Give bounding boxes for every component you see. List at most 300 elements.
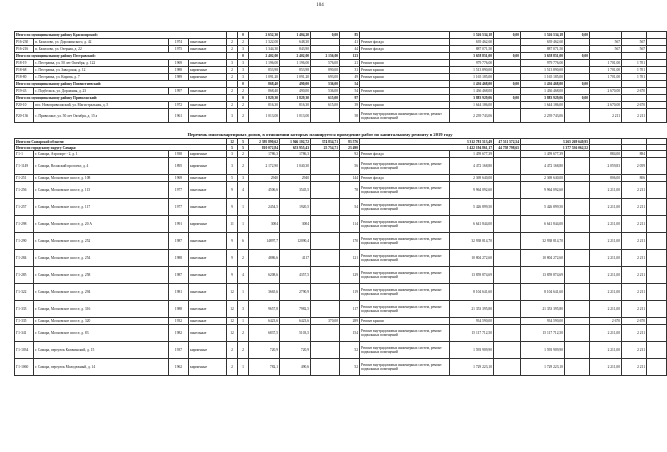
table-cell: 4 472 168,80 — [521, 158, 565, 175]
table-cell: 4357,5 — [280, 267, 311, 284]
table-cell: 31 — [340, 67, 360, 74]
table-cell: 6208,6 — [249, 267, 280, 284]
table-cell: Р18-68 — [15, 67, 34, 74]
table-cell — [565, 102, 590, 109]
table-cell: 9 — [227, 182, 238, 199]
table-cell: 868,40 — [249, 88, 280, 95]
table-cell: панельные — [189, 102, 227, 109]
table-cell: г. Самара, переулок Молодежный, д. 14 — [34, 359, 169, 376]
table-cell: 2 059,83 — [590, 158, 622, 175]
table-cell: Ремонт внутридомовых инженерных систем, ремонт подвальных помещений — [360, 199, 450, 216]
table-cell: г. Самара, Московское шоссе, д. 115 — [34, 182, 169, 199]
table-cell — [565, 88, 590, 95]
table-cell: 2 — [227, 39, 238, 46]
table-cell — [494, 359, 521, 376]
table-cell: 4886,6 — [249, 250, 280, 267]
table-cell: 2 211,00 — [590, 199, 622, 216]
table-cell: г. Самара, Московское шоссе, д. 320 — [34, 318, 169, 325]
table-cell: 1 701,00 — [590, 60, 622, 67]
table-cell: 979 776,00 — [450, 60, 494, 67]
table-row — [15, 74, 667, 81]
table-cell — [565, 151, 590, 158]
table-cell: кирпичные — [189, 74, 227, 81]
table-cell: 129 — [340, 267, 360, 284]
table-cell: 1 644 186,00 — [450, 102, 494, 109]
table-row — [15, 182, 667, 199]
subtotal-row — [15, 32, 667, 39]
table-row — [15, 325, 667, 342]
table-cell: 653 955,43 — [280, 145, 311, 151]
table-cell: 49 — [340, 74, 360, 81]
table-cell: 1937 — [169, 342, 189, 359]
table-cell: 806,00 — [590, 175, 622, 182]
table-cell — [311, 325, 340, 342]
table-cell: 1974 — [169, 39, 189, 46]
table-cell — [565, 46, 590, 53]
table-cell: 3 — [238, 46, 249, 53]
table-cell — [647, 109, 667, 123]
table-cell: 1 729 223,10 — [521, 359, 565, 376]
table-cell — [647, 151, 667, 158]
table-cell: 1989 — [169, 74, 189, 81]
table-cell: пос. Новоприволжский, ул. Магистральная, д. 5 — [34, 102, 169, 109]
table-cell: 23 490 — [340, 145, 360, 151]
table-cell: 3004 — [280, 216, 311, 233]
table-cell: Ремонт крыши — [360, 88, 450, 95]
table-cell — [590, 95, 622, 102]
table-cell — [494, 325, 521, 342]
table-cell: 884 — [622, 151, 647, 158]
table-cell — [311, 109, 340, 123]
table-cell: панельные — [189, 175, 227, 182]
subtotal-row — [15, 53, 667, 60]
table-cell: 2 211,00 — [590, 250, 622, 267]
table-cell: 720,9 — [249, 342, 280, 359]
table-cell: Г1-1034 — [15, 342, 34, 359]
table-cell: 1 459 677,39 — [450, 151, 494, 158]
table-cell: 5 — [238, 145, 249, 151]
table-cell: 3665,6 — [249, 284, 280, 301]
table-row — [15, 109, 667, 123]
table-cell: 2 — [227, 102, 238, 109]
table-row — [15, 233, 667, 250]
table-cell: 490,00 — [280, 81, 311, 88]
table-cell: 21 353 395,80 — [521, 301, 565, 318]
table-cell: 2 — [238, 102, 249, 109]
table-cell: панельные — [189, 233, 227, 250]
table-cell: п. Бахилово, ул. Озерная, д. 22 — [34, 46, 169, 53]
table-cell — [565, 216, 590, 233]
table-cell: 2 211,00 — [590, 182, 622, 199]
table-cell: 0,00 — [565, 81, 590, 88]
table-cell — [494, 39, 521, 46]
table-cell: 4117 — [280, 250, 311, 267]
table-cell — [647, 158, 667, 175]
table-cell — [565, 284, 590, 301]
table-cell: 3 — [227, 158, 238, 175]
table-row — [15, 151, 667, 158]
table-cell: 6 641 844,00 — [521, 216, 565, 233]
table-cell — [494, 151, 521, 158]
table-cell — [647, 318, 667, 325]
table-cell: 4 — [238, 182, 249, 199]
table-cell: 868,40 — [249, 81, 280, 88]
table-cell: 370,00 — [311, 318, 340, 325]
table-cell — [647, 216, 667, 233]
table-cell — [360, 32, 450, 39]
table-cell: г. Самара, Московское шоссе, д. 316 — [34, 301, 169, 318]
table-cell — [494, 250, 521, 267]
table-cell: 9 964 092,60 — [450, 182, 494, 199]
table-cell: 4 — [238, 267, 249, 284]
table-row — [15, 175, 667, 182]
table-cell — [494, 109, 521, 123]
table-cell: 1 165 185,00 — [521, 74, 565, 81]
table-cell: Ремонт внутридомовых инженерных систем, ремонт подвальных помещений — [360, 233, 450, 250]
table-cell — [590, 81, 622, 88]
table-cell: 1962 — [169, 359, 189, 376]
table-cell: 12 — [227, 301, 238, 318]
table-cell: 5 426 899,50 — [521, 199, 565, 216]
table-cell: 8 104 641,60 — [450, 284, 494, 301]
table-cell: 0,00 — [494, 53, 521, 60]
table-cell: 2 059 — [622, 158, 647, 175]
table-cell: 2 — [227, 359, 238, 376]
table-cell: 1 946 102,72 — [280, 139, 311, 145]
table-cell: 15 117 712,50 — [521, 325, 565, 342]
table-cell: 3 — [238, 74, 249, 81]
table-cell: 2 211 — [622, 250, 647, 267]
table-cell: 979 776,00 — [521, 60, 565, 67]
table-cell: 1 513 890,00 — [450, 67, 494, 74]
table-cell: Р18-19 — [15, 60, 34, 67]
table-row — [15, 342, 667, 359]
table-cell: 83 576 — [340, 139, 360, 145]
table-cell — [647, 88, 667, 95]
table-cell: 2 211 — [622, 359, 647, 376]
table-cell: 853,98 — [249, 67, 280, 74]
table-cell: 1 — [238, 359, 249, 376]
table-cell: 54 — [340, 81, 360, 88]
table-cell: 2 211 — [622, 342, 647, 359]
table-cell: Ремонт внутридомовых инженерных систем, ремонт подвальных помещений — [360, 158, 450, 175]
table-cell: 1 436 468,00 — [521, 88, 565, 95]
table-cell: 2 670,00 — [590, 102, 622, 109]
table-cell: 12 — [227, 139, 238, 145]
table-cell: 6 — [238, 233, 249, 250]
table-cell — [360, 53, 450, 60]
table-cell: 1 436 468,00 — [450, 88, 494, 95]
table-cell: 10 804 272,60 — [450, 250, 494, 267]
table-cell: панельные — [189, 301, 227, 318]
table-cell: 1920,5 — [280, 199, 311, 216]
table-cell: 1 — [238, 284, 249, 301]
table-cell: г. Самара, Московское шоссе, д. 294 — [34, 284, 169, 301]
table-cell: 639 462,60 — [450, 39, 494, 46]
table-cell — [647, 359, 667, 376]
table-cell: 1 091,20 — [280, 74, 311, 81]
table-cell: 1 459 677,39 — [521, 151, 565, 158]
table-cell: 853,98 — [280, 67, 311, 74]
table-cell: 374 834,71 — [311, 139, 340, 145]
table-cell: панельные — [189, 182, 227, 199]
table-cell: 9 — [227, 267, 238, 284]
table-cell: 3 883 929,06 — [521, 95, 565, 102]
table-row — [15, 39, 667, 46]
table-cell — [227, 81, 238, 88]
table-cell: панельные — [189, 46, 227, 53]
table-cell: 10 804 272,60 — [521, 250, 565, 267]
table-cell: 934 590,00 — [450, 318, 494, 325]
table-cell: кирпичные — [189, 359, 227, 376]
table-cell: 1 040,30 — [280, 158, 311, 175]
table-cell: 3 658 851,00 — [521, 53, 565, 60]
table-cell: 12090,4 — [280, 233, 311, 250]
table-cell: 816,30 — [280, 102, 311, 109]
table-cell — [311, 216, 340, 233]
table-cell: 2454,5 — [249, 199, 280, 216]
table-cell: 2 369 640,00 — [450, 175, 494, 182]
table-cell: 1 644 186,00 — [521, 102, 565, 109]
table-cell: 3 658 851,00 — [450, 53, 494, 60]
table-cell: 0,00 — [494, 95, 521, 102]
table-cell — [647, 95, 667, 102]
table-cell: 21 — [340, 60, 360, 67]
table-cell: кирпичные — [189, 158, 227, 175]
table-cell: с. Пестравка, ул. Кирова, д. 7 — [34, 74, 169, 81]
table-cell: 2 395 890,62 — [249, 139, 280, 145]
table-cell: Ремонт внутридомовых инженерных систем, ремонт подвальных помещений — [360, 325, 450, 342]
table-cell — [494, 158, 521, 175]
table-cell — [494, 74, 521, 81]
table-cell: 0 — [238, 95, 249, 102]
table-cell: 5 426 899,50 — [450, 199, 494, 216]
table-cell: 1977 — [169, 182, 189, 199]
table-cell: 1 322,00 — [249, 39, 280, 46]
table-cell — [647, 233, 667, 250]
table-cell: 0 — [238, 53, 249, 60]
table-cell — [311, 199, 340, 216]
table-cell: 2 172,90 — [249, 158, 280, 175]
table-cell: 3 — [227, 60, 238, 67]
table-cell — [311, 267, 340, 284]
table-cell: 1 196,00 — [280, 60, 311, 67]
table-cell: Ремонт крыши — [360, 74, 450, 81]
table-cell: с. Приволжье, ул. 50 лет Октября, д. 15 а — [34, 109, 169, 123]
table-cell: 2790,9 — [280, 284, 311, 301]
table-cell: 934 590,00 — [521, 318, 565, 325]
table-cell — [565, 39, 590, 46]
table-cell: 0,00 — [494, 81, 521, 88]
table-cell: 3 — [238, 301, 249, 318]
table-cell: 9 — [227, 199, 238, 216]
table-cell: 9 964 092,60 — [521, 182, 565, 199]
table-cell: Ремонт внутридомовых инженерных систем, ремонт подвальных помещений — [360, 250, 450, 267]
table-cell: 3 — [238, 60, 249, 67]
table-cell: кирпичные — [189, 216, 227, 233]
table-cell: 1 377 536 062,52 — [521, 145, 590, 151]
subtotal-row — [15, 95, 667, 102]
table-cell: 41 — [340, 39, 360, 46]
table-cell: 2 — [238, 88, 249, 95]
table-cell — [565, 60, 590, 67]
table-cell: Ремонт внутридомовых инженерных систем, ремонт подвальных помещений — [360, 284, 450, 301]
table-cell: 782,1 — [249, 359, 280, 376]
table-cell: 2 211 — [622, 267, 647, 284]
table-cell: с. Подбельск, ул. Дорожная, д. 23 — [34, 88, 169, 95]
table-cell — [494, 233, 521, 250]
table-cell: 92 — [340, 151, 360, 158]
table-cell: 85 — [340, 32, 360, 39]
table-cell: кирпичные — [189, 67, 227, 74]
table-cell: панельные — [189, 250, 227, 267]
subtotal-label: Итого по муниципальному району Приволжский: — [15, 95, 227, 102]
table-cell: 1 165 185,00 — [450, 74, 494, 81]
table-cell: панельные — [189, 267, 227, 284]
table-cell: 2940 — [280, 175, 311, 182]
table-cell: 44 758 798,65 — [494, 145, 521, 151]
table-cell: 52 — [340, 342, 360, 359]
table-cell: 1895 — [169, 158, 189, 175]
table-cell: 1 — [238, 216, 249, 233]
table-cell: г. Самара, Аэропорт - 2, д. 1 — [34, 151, 169, 158]
table-cell: 289 — [340, 318, 360, 325]
table-cell: 4506,6 — [249, 182, 280, 199]
table-cell — [494, 67, 521, 74]
table-cell: 1 — [238, 318, 249, 325]
table-cell — [311, 233, 340, 250]
table-cell: 1 729 223,10 — [450, 359, 494, 376]
table-cell: 1991 — [169, 216, 189, 233]
table-cell: Г1-290 — [15, 233, 34, 250]
table-cell: 1786,3 — [249, 151, 280, 158]
table-cell: 816,30 — [249, 102, 280, 109]
table-cell: панельные — [189, 39, 227, 46]
table-cell: 1 526 534,18 — [521, 32, 565, 39]
table-cell — [494, 102, 521, 109]
table-cell: 1932 — [169, 318, 189, 325]
table-cell: Р18-80 — [15, 74, 34, 81]
table-cell: Ремонт внутридомовых инженерных систем, ремонт подвальных помещений — [360, 359, 450, 376]
table-cell: 1 513 890,00 — [521, 67, 565, 74]
table-cell — [622, 81, 647, 88]
table-cell: 2 — [238, 39, 249, 46]
table-cell: 2 652,30 — [249, 32, 280, 39]
table-cell: 887 071,50 — [521, 46, 565, 53]
table-cell: 2 211 — [622, 199, 647, 216]
table-cell: 2 239 743,06 — [450, 109, 494, 123]
table-cell: 567 — [622, 39, 647, 46]
table-cell — [565, 342, 590, 359]
table-cell: Ремонт крыши — [360, 102, 450, 109]
top-register-table — [14, 31, 667, 123]
table-cell: 52 — [340, 359, 360, 376]
table-cell: Г1-284 — [15, 250, 34, 267]
table-cell: 144 — [340, 175, 360, 182]
table-cell: Р19-43 — [15, 88, 34, 95]
table-cell: 490,6 — [280, 359, 311, 376]
table-cell: 615,00 — [311, 95, 340, 102]
table-cell: 3545,5 — [280, 182, 311, 199]
table-cell: 2 670 — [590, 318, 622, 325]
table-cell: 97 — [340, 95, 360, 102]
table-cell — [622, 95, 647, 102]
table-cell: 121 — [340, 250, 360, 267]
table-row — [15, 267, 667, 284]
table-cell: 1 404,20 — [280, 32, 311, 39]
table-cell: 1938 — [169, 151, 189, 158]
table-cell: 887 071,50 — [450, 46, 494, 53]
table-cell: Ремонт внутридомовых инженерных систем, ремонт подвальных помещений — [360, 267, 450, 284]
subtotal-label: Итого по Самарской области: — [15, 139, 227, 145]
table-cell — [647, 267, 667, 284]
table-cell — [647, 46, 667, 53]
table-row — [15, 46, 667, 53]
table-cell: г. Самара, Московское шоссе, д. 108 — [34, 175, 169, 182]
table-cell — [360, 81, 450, 88]
table-cell: 1 701 — [622, 60, 647, 67]
table-cell: 1 701 — [622, 74, 647, 81]
table-row — [15, 67, 667, 74]
table-cell: г. Самара, Московское шоссе, д. 20 А — [34, 216, 169, 233]
table-cell: 1 593 909,90 — [450, 342, 494, 359]
table-row — [15, 199, 667, 216]
table-cell — [647, 301, 667, 318]
table-cell — [494, 318, 521, 325]
table-cell: 1 013,00 — [280, 109, 311, 123]
table-cell — [647, 102, 667, 109]
table-cell — [647, 39, 667, 46]
table-cell — [494, 182, 521, 199]
table-cell: 884,00 — [590, 151, 622, 158]
table-cell: 810 072,84 — [249, 145, 280, 151]
table-cell — [565, 267, 590, 284]
table-cell: 54 — [340, 199, 360, 216]
table-cell — [565, 182, 590, 199]
table-cell: панельные — [189, 318, 227, 325]
table-cell: 3 883 929,06 — [450, 95, 494, 102]
table-cell: 3004 — [249, 216, 280, 233]
table-cell: 1786,3 — [280, 151, 311, 158]
table-cell: с. Пестравка, ул. 50 лет Октября, д. 122 — [34, 60, 169, 67]
table-cell: 720,9 — [280, 342, 311, 359]
table-cell: 2 211 — [622, 325, 647, 342]
table-cell — [311, 175, 340, 182]
table-cell: Г1-298 — [15, 216, 34, 233]
table-cell: 1988 — [169, 250, 189, 267]
table-cell: с. Пестравка, ул. Заводская, д. 12 — [34, 67, 169, 74]
table-cell — [622, 32, 647, 39]
subtotal-label: Итого по городскому округу Самара: — [15, 145, 227, 151]
table-cell — [311, 301, 340, 318]
table-cell: 0,00 — [311, 32, 340, 39]
table-cell: 12 — [227, 325, 238, 342]
table-cell — [311, 284, 340, 301]
table-cell: 2 211 — [622, 216, 647, 233]
table-cell: 1987 — [169, 267, 189, 284]
table-row — [15, 88, 667, 95]
table-row — [15, 284, 667, 301]
table-cell: Ремонт фасада — [360, 175, 450, 182]
table-cell — [647, 182, 667, 199]
table-cell: Ремонт фасада — [360, 151, 450, 158]
table-cell: 806 — [622, 175, 647, 182]
table-cell — [565, 67, 590, 74]
table-cell: 47 511 572,54 — [494, 139, 521, 145]
table-cell — [311, 39, 340, 46]
table-cell: 54 — [340, 88, 360, 95]
table-cell: 2 670 — [622, 318, 647, 325]
